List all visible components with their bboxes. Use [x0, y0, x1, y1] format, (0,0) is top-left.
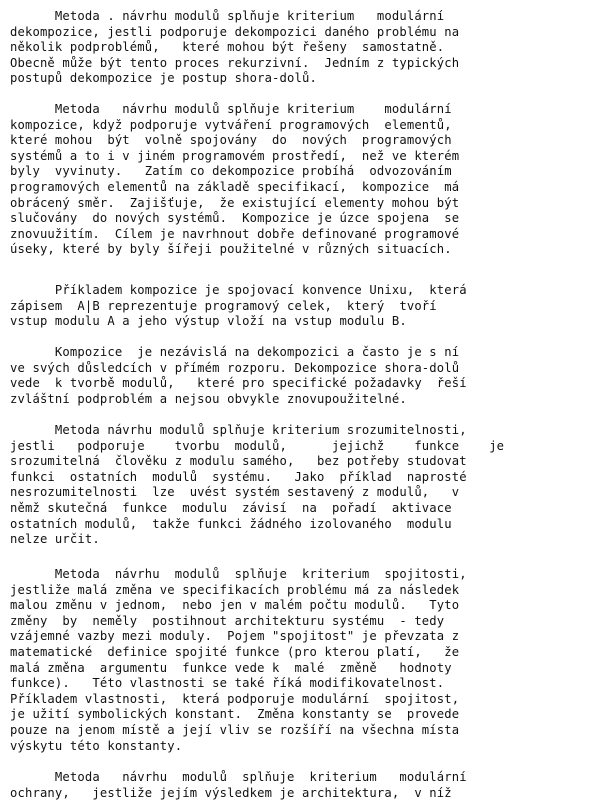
text-line: ochrany, jestliže jejím výsledkem je architektura, v níž [10, 785, 452, 800]
text-line: zvláštní podproblém a nejsou obvykle znovupoužitelné. [10, 391, 407, 406]
text-line: je užití symbolických konstant. Změna konstanty se provede [10, 707, 460, 722]
text-line: změny by neměly postihnout architekturu systému - tedy [10, 613, 445, 628]
text-line: několik podproblémů, které mohou být řešeny samostatně. [10, 40, 445, 55]
text-line: Metoda . návrhu modulů splňuje kriterium modulární [10, 9, 445, 23]
text-line: které mohou být volně spojovány do nových programových [10, 133, 452, 148]
text-line: němž skutečná funkce modulu závisí na pořadí aktivace [10, 500, 452, 515]
text-line: Metoda návrhu modulů splňuje kriterium srozumitelnosti, [10, 423, 467, 437]
text-line: Kompozice je nezávislá na dekompozici a často je s ní [10, 345, 460, 359]
text-line: výskytu této konstanty. [10, 738, 183, 753]
paragraph-modular-decomposition [10, 9, 584, 87]
text-line: systémů a to i v jiném programovém prostředí, než ve kterém [10, 148, 460, 163]
paragraph-modular-protection [10, 770, 584, 801]
text-line: byly vyvinuty. Zatím co dekompozice probíhá odvozováním [10, 164, 452, 179]
text-line: jestli podporuje tvorbu modulů, jejichž funkce je [10, 438, 505, 453]
text-line: pouze na jenom místě a její vliv se rozšíří na všechna místa [10, 722, 460, 737]
text-line: srozumitelná člověku z modulu samého, bez potřeby studovat [10, 454, 467, 469]
text-line: nesrozumitelnosti lze uvést systém sestavený z modulů, v [10, 485, 460, 500]
text-line: znovuužitím. Cílem je navrhnout dobře definované programové [10, 226, 460, 241]
text-line: úseky, které by byly šířeji použitelné v různých situacích. [10, 242, 452, 257]
text-line: slučovány do nových systémů. Kompozice je úzce spojena se [10, 211, 460, 226]
text-line: Příkladem kompozice je spojovací konvence Unixu, která [10, 283, 467, 297]
text-line: matematické definice spojité funkce (pro kterou platí, že [10, 644, 460, 659]
text-line: vede k tvorbě modulů, které pro specifické požadavky řeší [10, 376, 467, 391]
text-line: Metoda návrhu modulů splňuje kriterium modulární [10, 102, 452, 116]
text-line: postupů dekompozice je postup shora-dolů. [10, 71, 317, 86]
text-line: zápisem A|B reprezentuje programový celek, který tvoří [10, 298, 437, 313]
text-line: malou změnu v jednom, nebo jen v malém počtu modulů. Tyto [10, 598, 460, 613]
text-line: vstup modulu A a jeho výstup vloží na vstup modulu B. [10, 314, 407, 329]
text-line: malá změna argumentu funkce vede k malé změně hodnoty [10, 660, 452, 675]
text-line: jestliže malá změna ve specifikacích problému má za následek [10, 582, 460, 597]
text-line: Metoda návrhu modulů splňuje kriterium modulární [10, 770, 467, 784]
text-line: ve svých důsledcích v přímém rozporu. Dekompozice shora-dolů [10, 360, 460, 375]
text-line: vzájemné vazby mezi moduly. Pojem "spojitost" je převzata z [10, 629, 460, 644]
text-line: funkci ostatních modulů systému. Jako příklad naprosté [10, 469, 467, 484]
text-line: funkce). Této vlastnosti se také říká modifikovatelnost. [10, 676, 445, 691]
text-line: kompozice, když podporuje vytváření programových elementů, [10, 117, 452, 132]
text-line: programových elementů na základě specifikací, kompozice má [10, 179, 460, 194]
text-line: ostatních modulů, takže funkci žádného izolovaného modulu [10, 516, 452, 531]
text-line: Příkladem vlastnosti, která podporuje modulární spojitost, [10, 691, 460, 706]
text-line: Obecně může být tento proces rekurzivní. Jedním z typických [10, 55, 460, 70]
paragraph-unix-example [10, 283, 584, 330]
paragraph-modular-composition [10, 102, 584, 258]
text-line: Metoda návrhu modulů splňuje kriterium spojitosti, [10, 567, 467, 581]
paragraph-understandability [10, 423, 584, 548]
text-line: nelze určit. [10, 532, 100, 547]
paragraph-composition-independence [10, 345, 584, 407]
text-line: dekompozice, jestli podporuje dekompozici daného problému na [10, 24, 460, 39]
paragraph-continuity [10, 567, 584, 754]
text-line: obrácený směr. Zajišťuje, že existující elementy mohou být [10, 195, 460, 210]
